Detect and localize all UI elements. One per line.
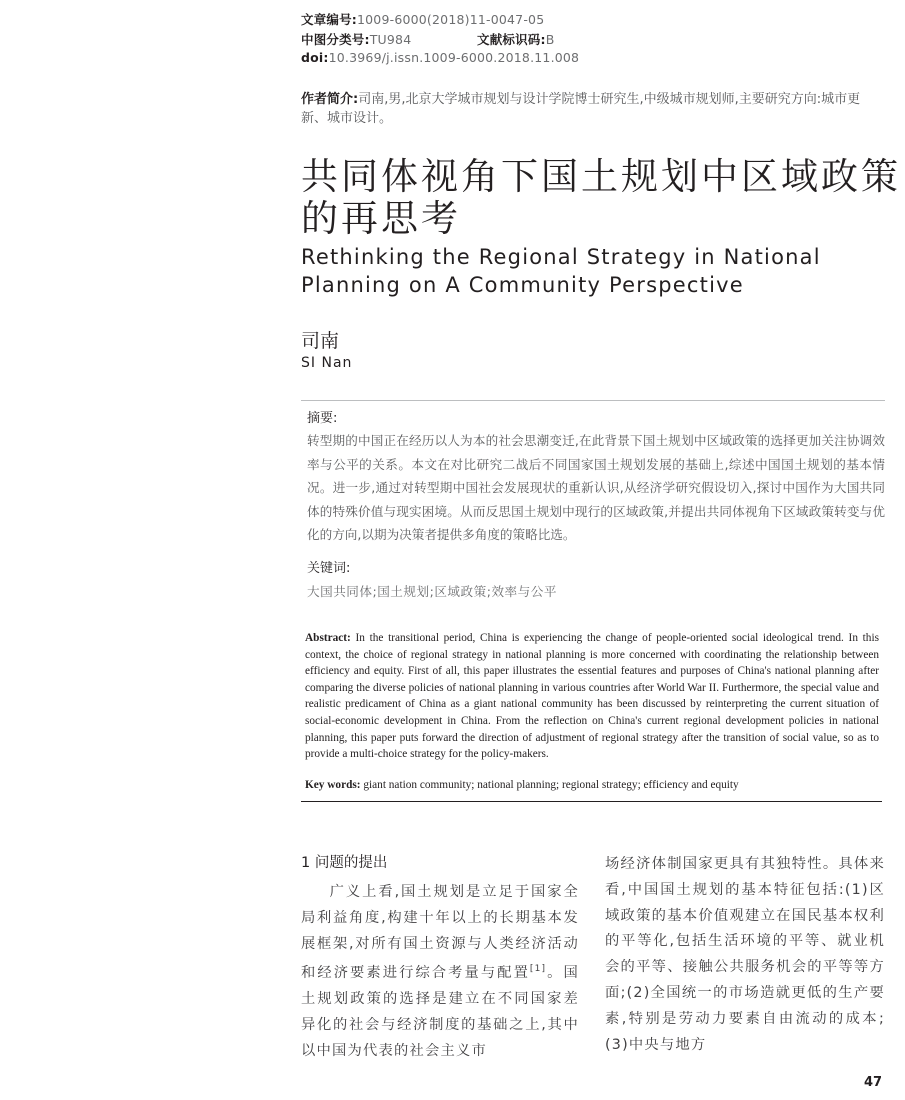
keywords-chinese-label: 关键词: [307, 561, 351, 576]
doi [301, 50, 579, 65]
clc-label: 中图分类号: [301, 32, 370, 47]
divider-line [301, 801, 882, 802]
reference-marker[interactable]: [1] [529, 964, 547, 975]
keywords-chinese: 大国共同体;国土规划;区域政策;效率与公平 [307, 584, 557, 599]
author-name-english: SI Nan [301, 355, 353, 371]
article-number-value: 1009-6000(2018)11-0047-05 [357, 12, 545, 27]
body-text-part-b: 。国土规划政策的选择是建立在不同国家差异化的社会与经济制度的基础之上,其中以中国为代表的社会主义市 [301, 965, 579, 1059]
clc-number [301, 30, 411, 48]
title-english: Rethinking the Regional Strategy in National Planning on A Community Perspective [301, 245, 821, 297]
abstract-chinese-label: 摘要: [307, 411, 338, 426]
body-column-left [301, 852, 579, 1064]
title-chinese: 共同体视角下国土规划中区域政策的再思考 [301, 155, 901, 240]
page-number: 47 [864, 1075, 883, 1090]
author-intro-text: 司南,男,北京大学城市规划与设计学院博士研究生,中级城市规划师,主要研究方向:城市更新、城市设计。 [301, 92, 861, 126]
keywords-english [305, 779, 879, 791]
body-column-right [605, 852, 885, 1058]
abstract-chinese-box [301, 400, 885, 604]
author-name-chinese: 司南 [301, 330, 340, 352]
body-paragraph-left [301, 880, 579, 1064]
abstract-english [305, 630, 879, 763]
body-text-part-a: 广义上看,国土规划是立足于国家全局利益角度,构建十年以上的长期基本发展框架,对所有国土资源与人类经济活动和经济要素进行综合考量与配置 [301, 884, 579, 982]
article-number-label: 文章编号: [301, 12, 357, 27]
author-intro-label: 作者简介: [301, 92, 359, 107]
document-code-label: 文献标识码: [477, 32, 546, 47]
doi-value: 10.3969/j.issn.1009-6000.2018.11.008 [328, 50, 580, 65]
document-code [477, 30, 554, 48]
document-code-value: B [545, 32, 555, 47]
body-paragraph-right: 场经济体制国家更具有其独特性。具体来看,中国国土规划的基本特征包括:(1)区域政策的基本价值观建立在国民基本权利的平等化,包括生活环境的平等、就业机会的平等、接触公共服务机会的平等等方面;(2)全国统一的市场造就更低的生产要素,特别是劳动力要素自由流动的成本;(3)中央与地方 [605, 856, 885, 1053]
abstract-chinese-text: 转型期的中国正在经历以人为本的社会思潮变迁,在此背景下国土规划中区域政策的选择更加关注协调效率与公平的关系。本文在对比研究二战后不同国家国土规划发展的基础上,综述中国国土规划的基本情况。进一步,通过对转型期中国社会发展现状的重新认识,从经济学研究假设切入,探讨中国作为大国共同体的特殊价值与现实困境。从而反思国土规划中现行的区域政策,并提出共同体视角下区域政策转变与优化的方向,以期为决策者提供多角度的策略比选。 [307, 433, 885, 543]
clc-value: TU984 [369, 32, 412, 47]
author-introduction [301, 90, 886, 128]
keywords-english-label: Key words: [305, 779, 361, 791]
abstract-english-text: In the transitional period, China is experiencing the change of people-oriented social ideological trend. In this context, the choice of regional strategy in national planning is more concerned with coordinating the relationship between efficiency and equity. First of all, this paper illustrates the essential features and purposes of China's national planning after comparing the diverse policies of national planning in various countries after World War II. Furthermore, the special value and realistic predicament of China as a giant national community has been discussed by reinterpreting the current situation of social-economic development in China. From the reflection on China's current regional development policies in national planning, this paper puts forward the direction of adjustment of regional strategy after the transition of social value, so as to provide a multi-choice strategy for the policy-makers. [305, 632, 879, 761]
abstract-english-label: Abstract: [305, 632, 351, 644]
article-number [301, 10, 544, 28]
section-heading: 1 问题的提出 [301, 855, 388, 871]
keywords-english-text: giant nation community; national planning; regional strategy; efficiency and equity [363, 779, 739, 791]
doi-label: doi: [301, 50, 329, 65]
